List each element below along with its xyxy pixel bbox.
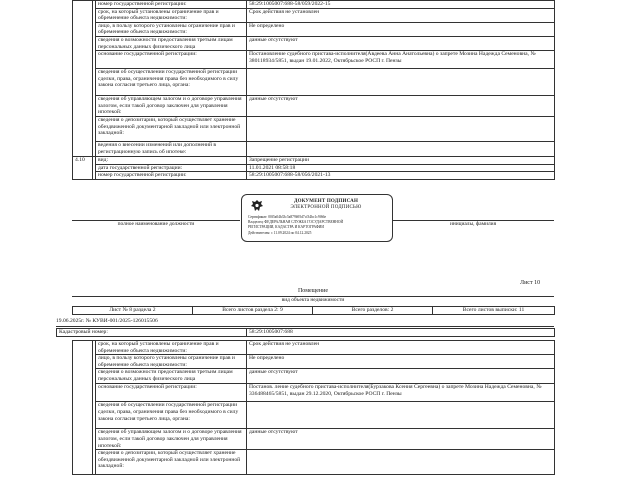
row-value: Запрещение регистрации bbox=[247, 156, 555, 164]
row-label: сведения об управляющем залогом и о договоре управления залогом, если такой договор заключен для управления ипотекой: bbox=[96, 96, 247, 117]
row-value: Не определено bbox=[247, 355, 555, 369]
row-label: срок, на который установлены ограничение прав и обременение объекта недвижимости: bbox=[96, 341, 247, 355]
sheet-number: Лист № 8 раздела 2 bbox=[73, 307, 193, 315]
row-value: данные отсутствуют bbox=[247, 96, 555, 117]
extract-date-number: 19.06.2025г. № КУВИ-001/2025-126015506 bbox=[56, 318, 158, 324]
row-value bbox=[247, 402, 555, 429]
extract-sheets-total: Всего листов выписки: 11 bbox=[433, 307, 555, 315]
table-row bbox=[73, 8, 555, 22]
row-value: Постановление судебного пристава-исполнителя(Авдеева Анна Анатольевна) о запрете Мозина Надежда Семеновна, № 380118934/5851, выдан 19.01.2022, Октябрьское РОСП г. Пензы bbox=[247, 51, 555, 69]
row-label: сведения о возможности предоставления третьим лицам персональных данных физического лица bbox=[96, 369, 247, 384]
table-row bbox=[73, 96, 555, 117]
stamp-line-2: ЭЛЕКТРОННОЙ ПОДПИСЬЮ bbox=[290, 204, 362, 210]
table-row bbox=[73, 402, 555, 429]
stamp-certificate: Сертификат: 00f5a04b33c5a879b95d7cf34bc1c9f66e bbox=[248, 215, 327, 219]
stamp-owner: Владелец: ФЕДЕРАЛЬНАЯ СЛУЖБА ГОСУДАРСТВЕННОЙ bbox=[248, 220, 344, 224]
row-value bbox=[247, 450, 555, 475]
table-row bbox=[73, 164, 555, 172]
table-row bbox=[73, 355, 555, 369]
date-line bbox=[56, 326, 554, 327]
name-caption: инициалы, фамилия bbox=[449, 221, 497, 227]
number-cell bbox=[73, 1, 93, 157]
section-sheet-total: Всего листов раздела 2: 9 bbox=[193, 307, 313, 315]
row-label: сведения об осуществлении государственной регистрации сделки, права, ограничения права без необходимого в силу закона согласия третьего лица, органа: bbox=[96, 69, 247, 96]
object-type: Помещение bbox=[297, 288, 329, 294]
row-value bbox=[247, 141, 555, 156]
row-value: Постанов. ление судебного пристава-исполнителя(Бурзакова Ксения Сергеевна) о запрете Мозина Надежда Семеновна, № 336488465/5851, выдан 29.12.2020, Октябрьское РОСП г. Пензы bbox=[247, 384, 555, 402]
table-row bbox=[73, 51, 555, 69]
bottom-encumbrance-table bbox=[72, 340, 555, 475]
table-row bbox=[57, 329, 555, 337]
top-encumbrance-table bbox=[72, 0, 555, 180]
row-value: данные отсутствуют bbox=[247, 36, 555, 50]
table-row bbox=[73, 369, 555, 384]
row-label: ведения о внесении изменений или дополнений в регистрационную запись об ипотеке: bbox=[96, 141, 247, 156]
row-label: основание государственной регистрации: bbox=[96, 51, 247, 69]
entry-number: 4.10 bbox=[73, 156, 93, 179]
row-value bbox=[247, 69, 555, 96]
position-caption: полное наименование должности bbox=[117, 221, 195, 227]
table-row bbox=[73, 341, 555, 355]
row-value: 11.01.2021 08:58:18 bbox=[247, 164, 555, 172]
row-value: Не определено bbox=[247, 22, 555, 36]
cadastral-table bbox=[56, 328, 555, 337]
row-label: сведения о возможности предоставления третьим лицам персональных данных физического лица bbox=[96, 36, 247, 50]
row-value: данные отсутствуют bbox=[247, 429, 555, 450]
row-label: сведения о депозитарии, который осуществляет хранение обездвиженной документарной закладной или электронной закладной: bbox=[96, 116, 247, 141]
sections-total: Всего разделов: 2 bbox=[313, 307, 433, 315]
row-label: лицо, в пользу которого установлены ограничение прав и обременение объекта недвижимости: bbox=[96, 22, 247, 36]
row-value: данные отсутствуют bbox=[247, 369, 555, 384]
sheet-info-table bbox=[72, 306, 555, 315]
row-label: дата государственной регистрации: bbox=[96, 164, 247, 172]
number-cell bbox=[73, 341, 93, 475]
table-row bbox=[73, 36, 555, 50]
table-row bbox=[73, 384, 555, 402]
row-value: Срок действия не установлен bbox=[247, 341, 555, 355]
stamp-owner-cont: РЕГИСТРАЦИИ, КАДАСТРА И КАРТОГРАФИИ bbox=[248, 225, 324, 229]
table-row bbox=[73, 307, 555, 315]
sheet-label: Лист 10 bbox=[520, 280, 541, 286]
row-label: вид: bbox=[96, 156, 247, 164]
row-label: лицо, в пользу которого установлены ограничение прав и обременение объекта недвижимости: bbox=[96, 355, 247, 369]
electronic-signature-stamp bbox=[241, 194, 393, 242]
table-row bbox=[73, 429, 555, 450]
stamp-line-1: ДОКУМЕНТ ПОДПИСАН bbox=[293, 199, 359, 204]
table-row bbox=[73, 450, 555, 475]
stamp-title bbox=[266, 199, 386, 211]
table-row bbox=[73, 141, 555, 156]
row-value bbox=[247, 116, 555, 141]
row-label: сведения об управляющем залогом и о договоре управления залогом, если такой договор заключен для управления ипотекой: bbox=[96, 429, 247, 450]
row-label: номер государственной регистрации: bbox=[96, 1, 247, 9]
table-row bbox=[73, 156, 555, 164]
cadastral-value: 58:29:1005007:688 bbox=[247, 329, 555, 337]
table-row bbox=[73, 22, 555, 36]
stamp-validity: Действителен: с 11.09.2024 по 04.12.2025 bbox=[248, 231, 312, 235]
coat-of-arms-icon bbox=[250, 199, 264, 213]
row-label: срок, на который установлены ограничение прав и обременение объекта недвижимости: bbox=[96, 8, 247, 22]
row-label: основание государственной регистрации: bbox=[96, 384, 247, 402]
table-row bbox=[73, 1, 555, 9]
row-value: 58:29:1005007:688-58/056/2021-13 bbox=[247, 172, 555, 180]
row-label: сведения о депозитарии, который осуществляет хранение обездвиженной документарной закладной или электронной закладной: bbox=[96, 450, 247, 475]
table-row bbox=[73, 116, 555, 141]
cadastral-label: Кадастровый номер: bbox=[57, 329, 247, 337]
row-value: 58:29:1005007:688-58/059/2022-15 bbox=[247, 1, 555, 9]
row-label: сведения об осуществлении государственной регистрации сделки, права, ограничения права без необходимого в силу закона согласия третьего лица, органа: bbox=[96, 402, 247, 429]
table-row bbox=[73, 172, 555, 180]
row-value: Срок действия не установлен bbox=[247, 8, 555, 22]
object-caption: вид объекта недвижимости bbox=[281, 297, 345, 303]
row-label: номер государственной регистрации: bbox=[96, 172, 247, 180]
table-row bbox=[73, 69, 555, 96]
